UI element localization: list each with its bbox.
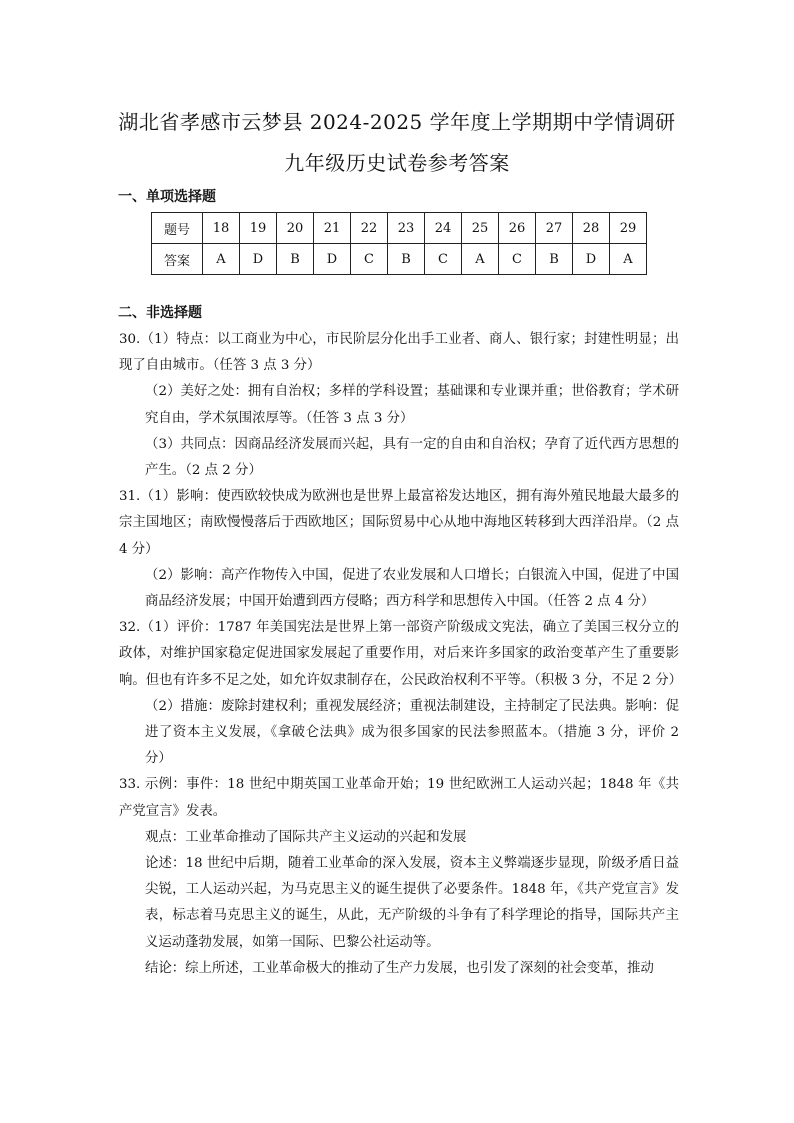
- question-number: 20: [277, 213, 314, 244]
- answer-paragraph-q30-2: （2）美好之处：拥有自治权；多样的学科设置；基础课和专业课并重；世俗教育；学术研究自由，学术氛围浓厚等。（任答 3 点 3 分）: [145, 384, 679, 426]
- answer-cell: B: [277, 244, 314, 275]
- answer-cell: A: [203, 244, 240, 275]
- question-number: 24: [425, 213, 462, 244]
- question-number: 19: [240, 213, 277, 244]
- question-number: 21: [314, 213, 351, 244]
- answer-cell: A: [462, 244, 499, 275]
- answer-paragraph-q33-viewpoint: 观点：工业革命推动了国际共产主义运动的兴起和发展: [145, 829, 467, 845]
- answer-paragraph-q31-2: （2）影响：高产作物传入中国，促进了农业发展和人口增长；白银流入中国，促进了中国商品经济发展；中国开始遭到西方侵略；西方科学和思想传入中国。（任答 2 点 4 分）: [145, 567, 679, 610]
- answer-cell: B: [536, 244, 573, 275]
- row-label: 题号: [152, 213, 203, 244]
- answer-paragraph-q33-argument: 论述：18 世纪中后期，随着工业革命的深入发展，资本主义弊端逐步显现，阶级矛盾日益尖锐，工人运动兴起，为马克思主义的诞生提供了必要条件。1848 年，《共产党宣言》发表，标志着马克思主义的诞生，从此，无产阶级的斗争有了科学理论的指导，国际共产主义运动蓬勃发展，如第一国际、巴黎公社运动等。: [145, 856, 679, 950]
- section-heading-multiple-choice: 一、单项选择题: [118, 189, 216, 205]
- question-number: 26: [499, 213, 536, 244]
- question-number-row: [152, 213, 647, 244]
- question-number: 29: [610, 213, 647, 244]
- answer-paragraph-q30-3: （3）共同点：因商品经济发展而兴起，具有一定的自由和自治权；孕育了近代西方思想的产生。（2 点 2 分）: [145, 436, 679, 479]
- question-number: 27: [536, 213, 573, 244]
- question-number: 18: [203, 213, 240, 244]
- answer-cell: C: [425, 244, 462, 275]
- row-label: 答案: [152, 244, 203, 275]
- answer-row: [152, 244, 647, 275]
- question-number: 22: [351, 213, 388, 244]
- answer-paragraph-q33-conclusion: 结论：综上所述，工业革命极大的推动了生产力发展，也引发了深刻的社会变革，推动: [145, 960, 654, 976]
- answer-cell: D: [573, 244, 610, 275]
- question-number: 28: [573, 213, 610, 244]
- answer-cell: B: [388, 244, 425, 275]
- answer-paragraph-q32-2: （2）措施：废除封建权利；重视发展经济；重视法制建设，主持制定了民法典。影响：促进了资本主义发展，《拿破仑法典》成为很多国家的民法参照蓝本。（措施 3 分，评价 2 分）: [145, 698, 679, 767]
- document-title: 湖北省孝感市云梦县 2024-2025 学年度上学期期中学情调研: [118, 110, 676, 134]
- answer-paragraph-q32-1: 32.（1）评价：1787 年美国宪法是世界上第一部资产阶级成文宪法，确立了美国三权分立的政体，对维护国家稳定促进国家发展起了重要作用，对后来许多国家的政治变革产生了重要影响。但也有许多不足之处，如允许奴隶制存在，公民政治权利不平等。（积极 3 分，不足 2 分）: [119, 620, 682, 688]
- question-number: 23: [388, 213, 425, 244]
- answer-cell: D: [314, 244, 351, 275]
- section-heading-non-choice: 二、非选择题: [118, 305, 202, 321]
- answer-paragraph-q30-1: 30.（1）特点：以工商业为中心，市民阶层分化出手工业者、商人、银行家；封建性明显；出现了自由城市。（任答 3 点 3 分）: [119, 332, 679, 374]
- answer-cell: A: [610, 244, 647, 275]
- answer-body: [119, 327, 682, 982]
- answer-cell: D: [240, 244, 277, 275]
- answer-paragraph-q31-1: 31.（1）影响：使西欧较快成为欧洲也是世界上最富裕发达地区，拥有海外殖民地最大最多的宗主国地区；南欧慢慢落后于西欧地区；国际贸易中心从地中海地区转移到大西洋沿岸。（2 点 4 分）: [119, 489, 679, 557]
- document-subtitle: 九年级历史试卷参考答案: [284, 151, 510, 175]
- answer-cell: C: [351, 244, 388, 275]
- answer-table: [151, 212, 647, 275]
- answer-cell: C: [499, 244, 536, 275]
- answer-paragraph-q33-example: 33. 示例：事件：18 世纪中期英国工业革命开始；19 世纪欧洲工人运动兴起；1848 年《共产党宣言》发表。: [119, 777, 679, 819]
- question-number: 25: [462, 213, 499, 244]
